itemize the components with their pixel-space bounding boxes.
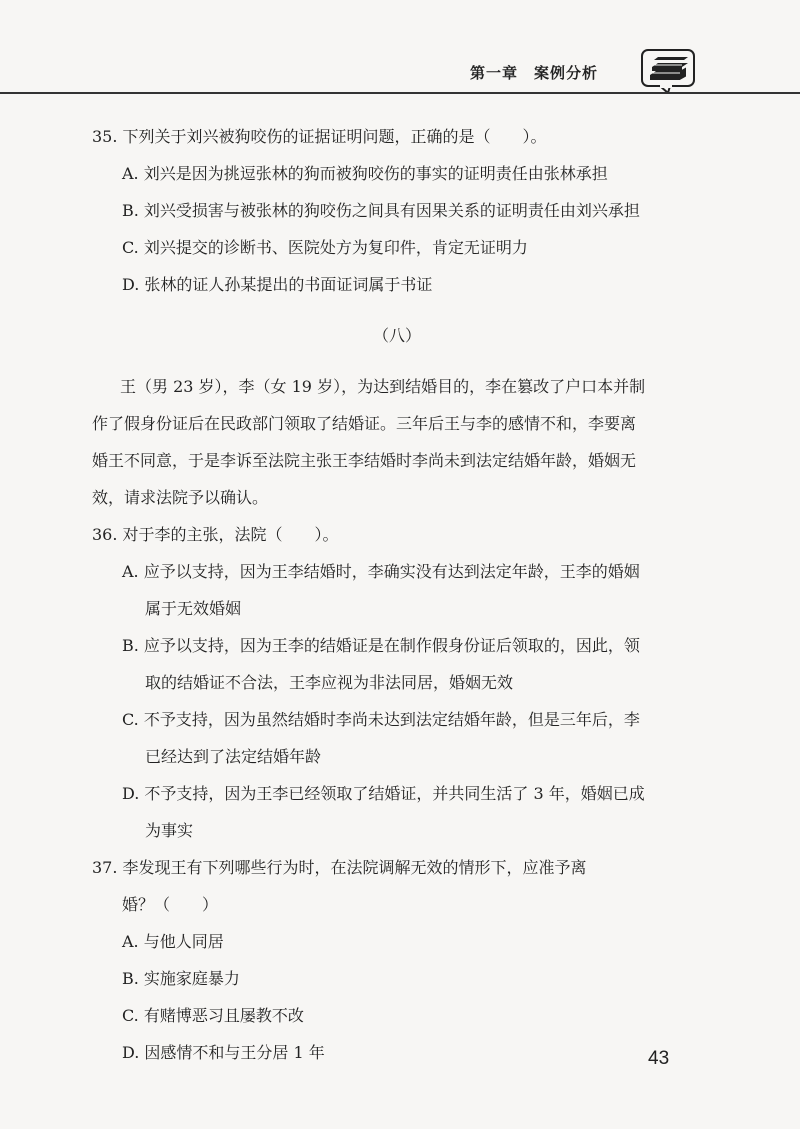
book-stack-icon (640, 48, 696, 94)
question-36-option-d: D. 不予支持，因为王李已经领取了结婚证，并共同生活了 3 年，婚姻已成 (122, 784, 645, 803)
question-36-option-b: B. 应予以支持，因为王李的结婚证是在制作假身份证后领取的，因此，领 (122, 636, 640, 655)
page-body (92, 118, 702, 1071)
question-35-option-d: D. 张林的证人孙某提出的书面证词属于书证 (122, 275, 433, 294)
case-paragraph (92, 368, 692, 516)
question-36-option-c: C. 不予支持，因为虽然结婚时李尚未达到法定结婚年龄，但是三年后，李 (122, 710, 640, 729)
paragraph-line: 婚王不同意，于是李诉至法院主张王李结婚时李尚未到法定结婚年龄，婚姻无 (92, 451, 637, 470)
question-36-option-a-cont: 属于无效婚姻 (145, 599, 242, 618)
paragraph-line: 效，请求法院予以确认。 (92, 488, 269, 507)
paragraph-line: 王（男 23 岁），李（女 19 岁），为达到结婚目的，李在篡改了户口本并制 (120, 377, 646, 396)
question-36-option-b-cont: 取的结婚证不合法，王李应视为非法同居，婚姻无效 (145, 673, 514, 692)
question-37-option-b: B. 实施家庭暴力 (122, 969, 240, 988)
question-37-stem-cont: 婚？（ ） (122, 895, 219, 914)
question-37-stem: 37. 李发现王有下列哪些行为时，在法院调解无效的情形下，应准予离 (92, 858, 587, 877)
header-rule (0, 92, 800, 94)
page-number: 43 (648, 1048, 670, 1069)
section-title: （八） (372, 326, 421, 345)
question-36-stem: 36. 对于李的主张，法院（ ）。 (92, 525, 339, 544)
question-35-option-b: B. 刘兴受损害与被张林的狗咬伤之间具有因果关系的证明责任由刘兴承担 (122, 201, 640, 220)
question-35-stem: 35. 下列关于刘兴被狗咬伤的证据证明问题，正确的是（ ）。 (92, 127, 547, 146)
question-35-option-a: A. 刘兴是因为挑逗张林的狗而被狗咬伤的事实的证明责任由张林承担 (122, 164, 608, 183)
question-36-option-d-cont: 为事实 (145, 821, 194, 840)
page-header (0, 0, 800, 100)
question-35-option-c: C. 刘兴提交的诊断书、医院处方为复印件，肯定无证明力 (122, 238, 528, 257)
question-37-option-a: A. 与他人同居 (122, 932, 224, 951)
question-37-option-c: C. 有赌博恶习且屡教不改 (122, 1006, 304, 1025)
chapter-title: 第一章 案例分析 (470, 64, 599, 82)
question-36-option-a: A. 应予以支持，因为王李结婚时，李确实没有达到法定年龄，王李的婚姻 (122, 562, 640, 581)
question-36-option-c-cont: 已经达到了法定结婚年龄 (145, 747, 322, 766)
question-37-option-d: D. 因感情不和与王分居 1 年 (122, 1043, 325, 1062)
paragraph-line: 作了假身份证后在民政部门领取了结婚证。三年后王与李的感情不和，李要离 (92, 414, 637, 433)
